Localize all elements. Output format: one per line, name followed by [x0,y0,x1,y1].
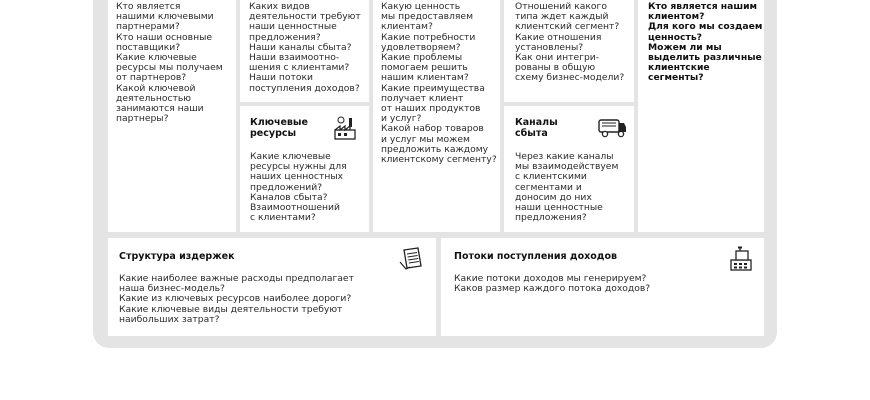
block-value-propositions [373,0,500,232]
cash-register-icon [727,246,755,274]
activities-questions: Каких видов деятельности требуют наши ценностные предложения? Наши каналы сбыта? Наши взаимоотно- шения с клиентами? Наши потоки поступления доходов? [249,1,361,94]
receipt-icon [398,246,426,272]
block-customer-relationships [504,0,634,102]
block-channels [504,106,634,232]
resources-title: Ключевые ресурсы [250,117,308,139]
segments-questions: Кто является нашим клиентом? Для кого мы создаем ценность? Можем ли мы выделить различные клиентские сегменты? [648,1,763,84]
block-customer-segments [638,0,764,232]
block-key-activities [240,0,369,102]
truck-icon [596,114,628,140]
resources-questions: Какие ключевые ресурсы нужны для наших ценностных предложений? Каналов сбыта? Взаимоотношений с клиентами? [250,151,347,224]
channels-title: Каналы сбыта [515,117,558,139]
partners-questions: Кто является нашими ключевыми партнерами? Кто наши основные поставщики? Какие ключевые ресурсы мы получаем от партнеров? Какой ключевой деятельностью занимаются наши партнеры? [116,1,223,125]
revenue-questions: Какие потоки доходов мы генерируем? Каков размер каждого потока доходов? [454,273,651,295]
channels-questions: Через какие каналы мы взаимодействуем с клиентскими сегментами и доносим до них наши ценностные предложения? [515,151,619,224]
block-cost-structure [108,238,436,336]
revenue-title: Потоки поступления доходов [454,251,617,262]
factory-icon [332,115,358,141]
relationships-questions: Отношений какого типа ждет каждый клиентский сегмент? Какие отношения установлены? Как они интегри- рованы в общую схему бизнес-модели? [515,1,625,84]
block-revenue-streams [441,238,764,336]
block-key-resources [240,106,369,232]
value-questions: Какую ценность мы предоставляем клиентам? Какие потребности удовлетворяем? Какие проблемы помогаем решить нашим клиентам? Какие преимущества получает клиент от наших продуктов и услуг? Какой набор товаров и услуг мы можем предложить каждому клиентскому сегменту? [381,1,497,166]
costs-questions: Какие наиболее важные расходы предполагает наша бизнес-модель? Какие из ключевых ресурсов наиболее дороги? Какие ключевые виды деятельности требуют наибольших затрат? [119,273,354,325]
block-key-partners [108,0,236,232]
costs-title: Структура издержек [119,251,235,262]
